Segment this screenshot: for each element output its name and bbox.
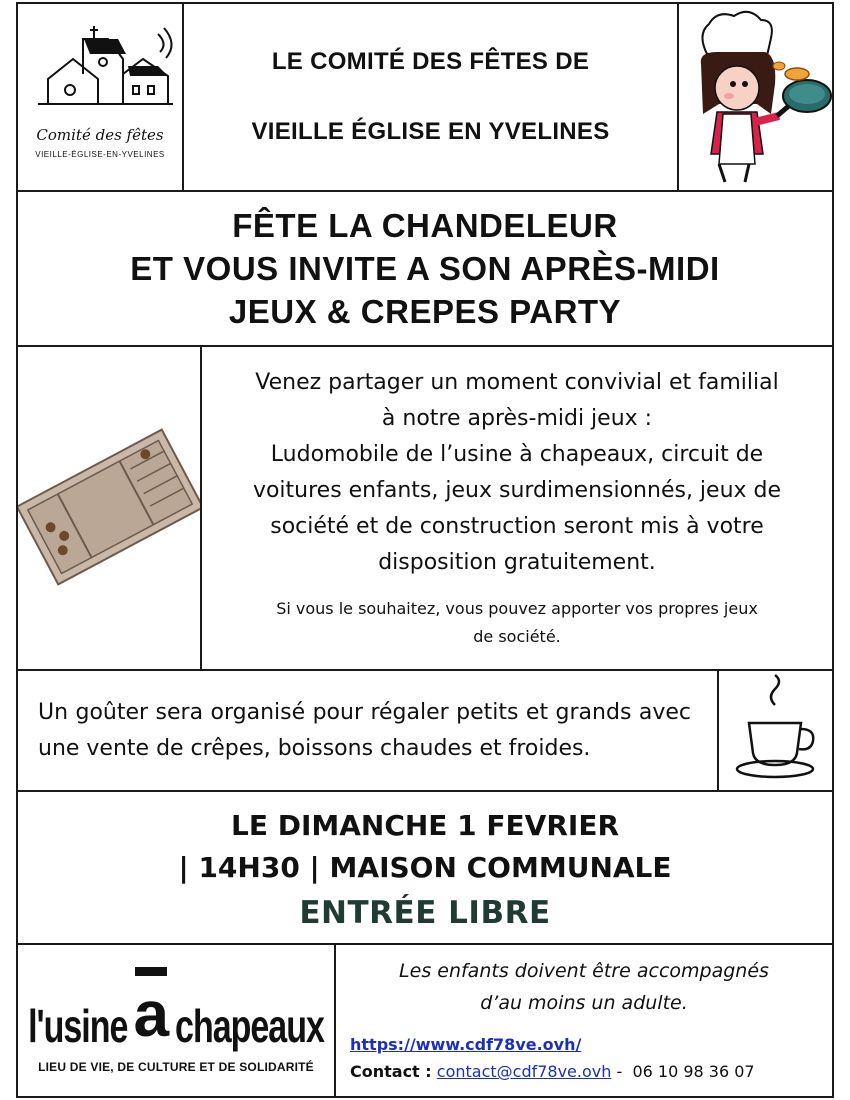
contact-email-link[interactable]: contact@cdf78ve.ovh (436, 1062, 612, 1081)
contact-separator: - (611, 1062, 628, 1081)
contact-label: Contact : (350, 1062, 432, 1081)
event-date: LE DIMANCHE 1 FEVRIER (230, 808, 620, 842)
usine-logo-left-word: l'usine (28, 1001, 128, 1053)
logo-box (16, 2, 184, 192)
usine-logo-right-word: chapeaux (175, 1001, 324, 1053)
coffee-cup-icon (719, 671, 832, 790)
free-entry-text: ENTRÉE LIBRE (299, 894, 551, 931)
children-note-line-1: Les enfants doivent être accompagnés (399, 960, 769, 982)
title-line-3: JEUX & CREPES PARTY (228, 293, 622, 330)
event-title-box (16, 190, 834, 347)
header-line-1: LE COMITÉ DES FÊTES DE (271, 48, 590, 75)
header-line-2: VIEILLE ÉGLISE EN YVELINES (251, 118, 610, 145)
contact-phone: 06 10 98 36 07 (632, 1062, 755, 1081)
usine-logo-a-bar (135, 967, 167, 976)
title-line-1: FÊTE LA CHANDELEUR (232, 207, 618, 244)
contact-row (350, 1062, 820, 1081)
games-line-1: Venez partager un moment convivial et familial (255, 370, 779, 395)
games-line-2: à notre après-midi jeux : (381, 406, 653, 431)
usine-tagline: LIEU DE VIE, DE CULTURE ET DE SOLIDARITÉ (38, 1059, 314, 1074)
website-link[interactable]: https://www.cdf78ve.ovh/ (350, 1035, 582, 1054)
event-details-box (16, 790, 834, 945)
footer-info-box (334, 943, 834, 1098)
usine-logo (28, 967, 324, 1053)
game-illustration-box (16, 345, 202, 671)
logo-main-text: Comité des fêtes (36, 126, 164, 144)
coffee-icon-box (717, 669, 834, 792)
games-line-6: disposition gratuitement. (378, 550, 656, 575)
event-time-location: | 14H30 | MAISON COMMUNALE (178, 850, 672, 884)
children-note-line-2: d’au moins un adulte. (480, 992, 688, 1014)
games-line-4: voitures enfants, jeux surdimensionnés, jeux de (252, 478, 782, 503)
gouter-text-box (16, 669, 719, 792)
usine-logo-box (16, 943, 336, 1098)
usine-logo-a: a (133, 967, 169, 1044)
village-church-logo (18, 14, 182, 124)
header-title-box (182, 2, 679, 192)
chef-girl-illustration (679, 4, 832, 190)
games-note-line-1: Si vous le souhaitez, vous pouvez apporter vos propres jeux (276, 599, 758, 618)
title-line-2: ET VOUS INVITE A SON APRÈS-MIDI (130, 250, 720, 287)
games-line-3: Ludomobile de l’usine à chapeaux, circuit de (270, 442, 764, 467)
wooden-board-game-illustration (18, 347, 200, 669)
games-line-5: société et de construction seront mis à votre (270, 514, 764, 539)
chef-illustration-box (677, 2, 834, 192)
gouter-text: Un goûter sera organisé pour régaler petits et grands avec une vente de crêpes, boissons chaudes et froides. (38, 699, 691, 761)
logo-sub-text: VIEILLE-ÉGLISE-EN-YVELINES (35, 150, 165, 159)
games-note-line-2: de société. (473, 627, 561, 646)
games-description-box (200, 345, 834, 671)
